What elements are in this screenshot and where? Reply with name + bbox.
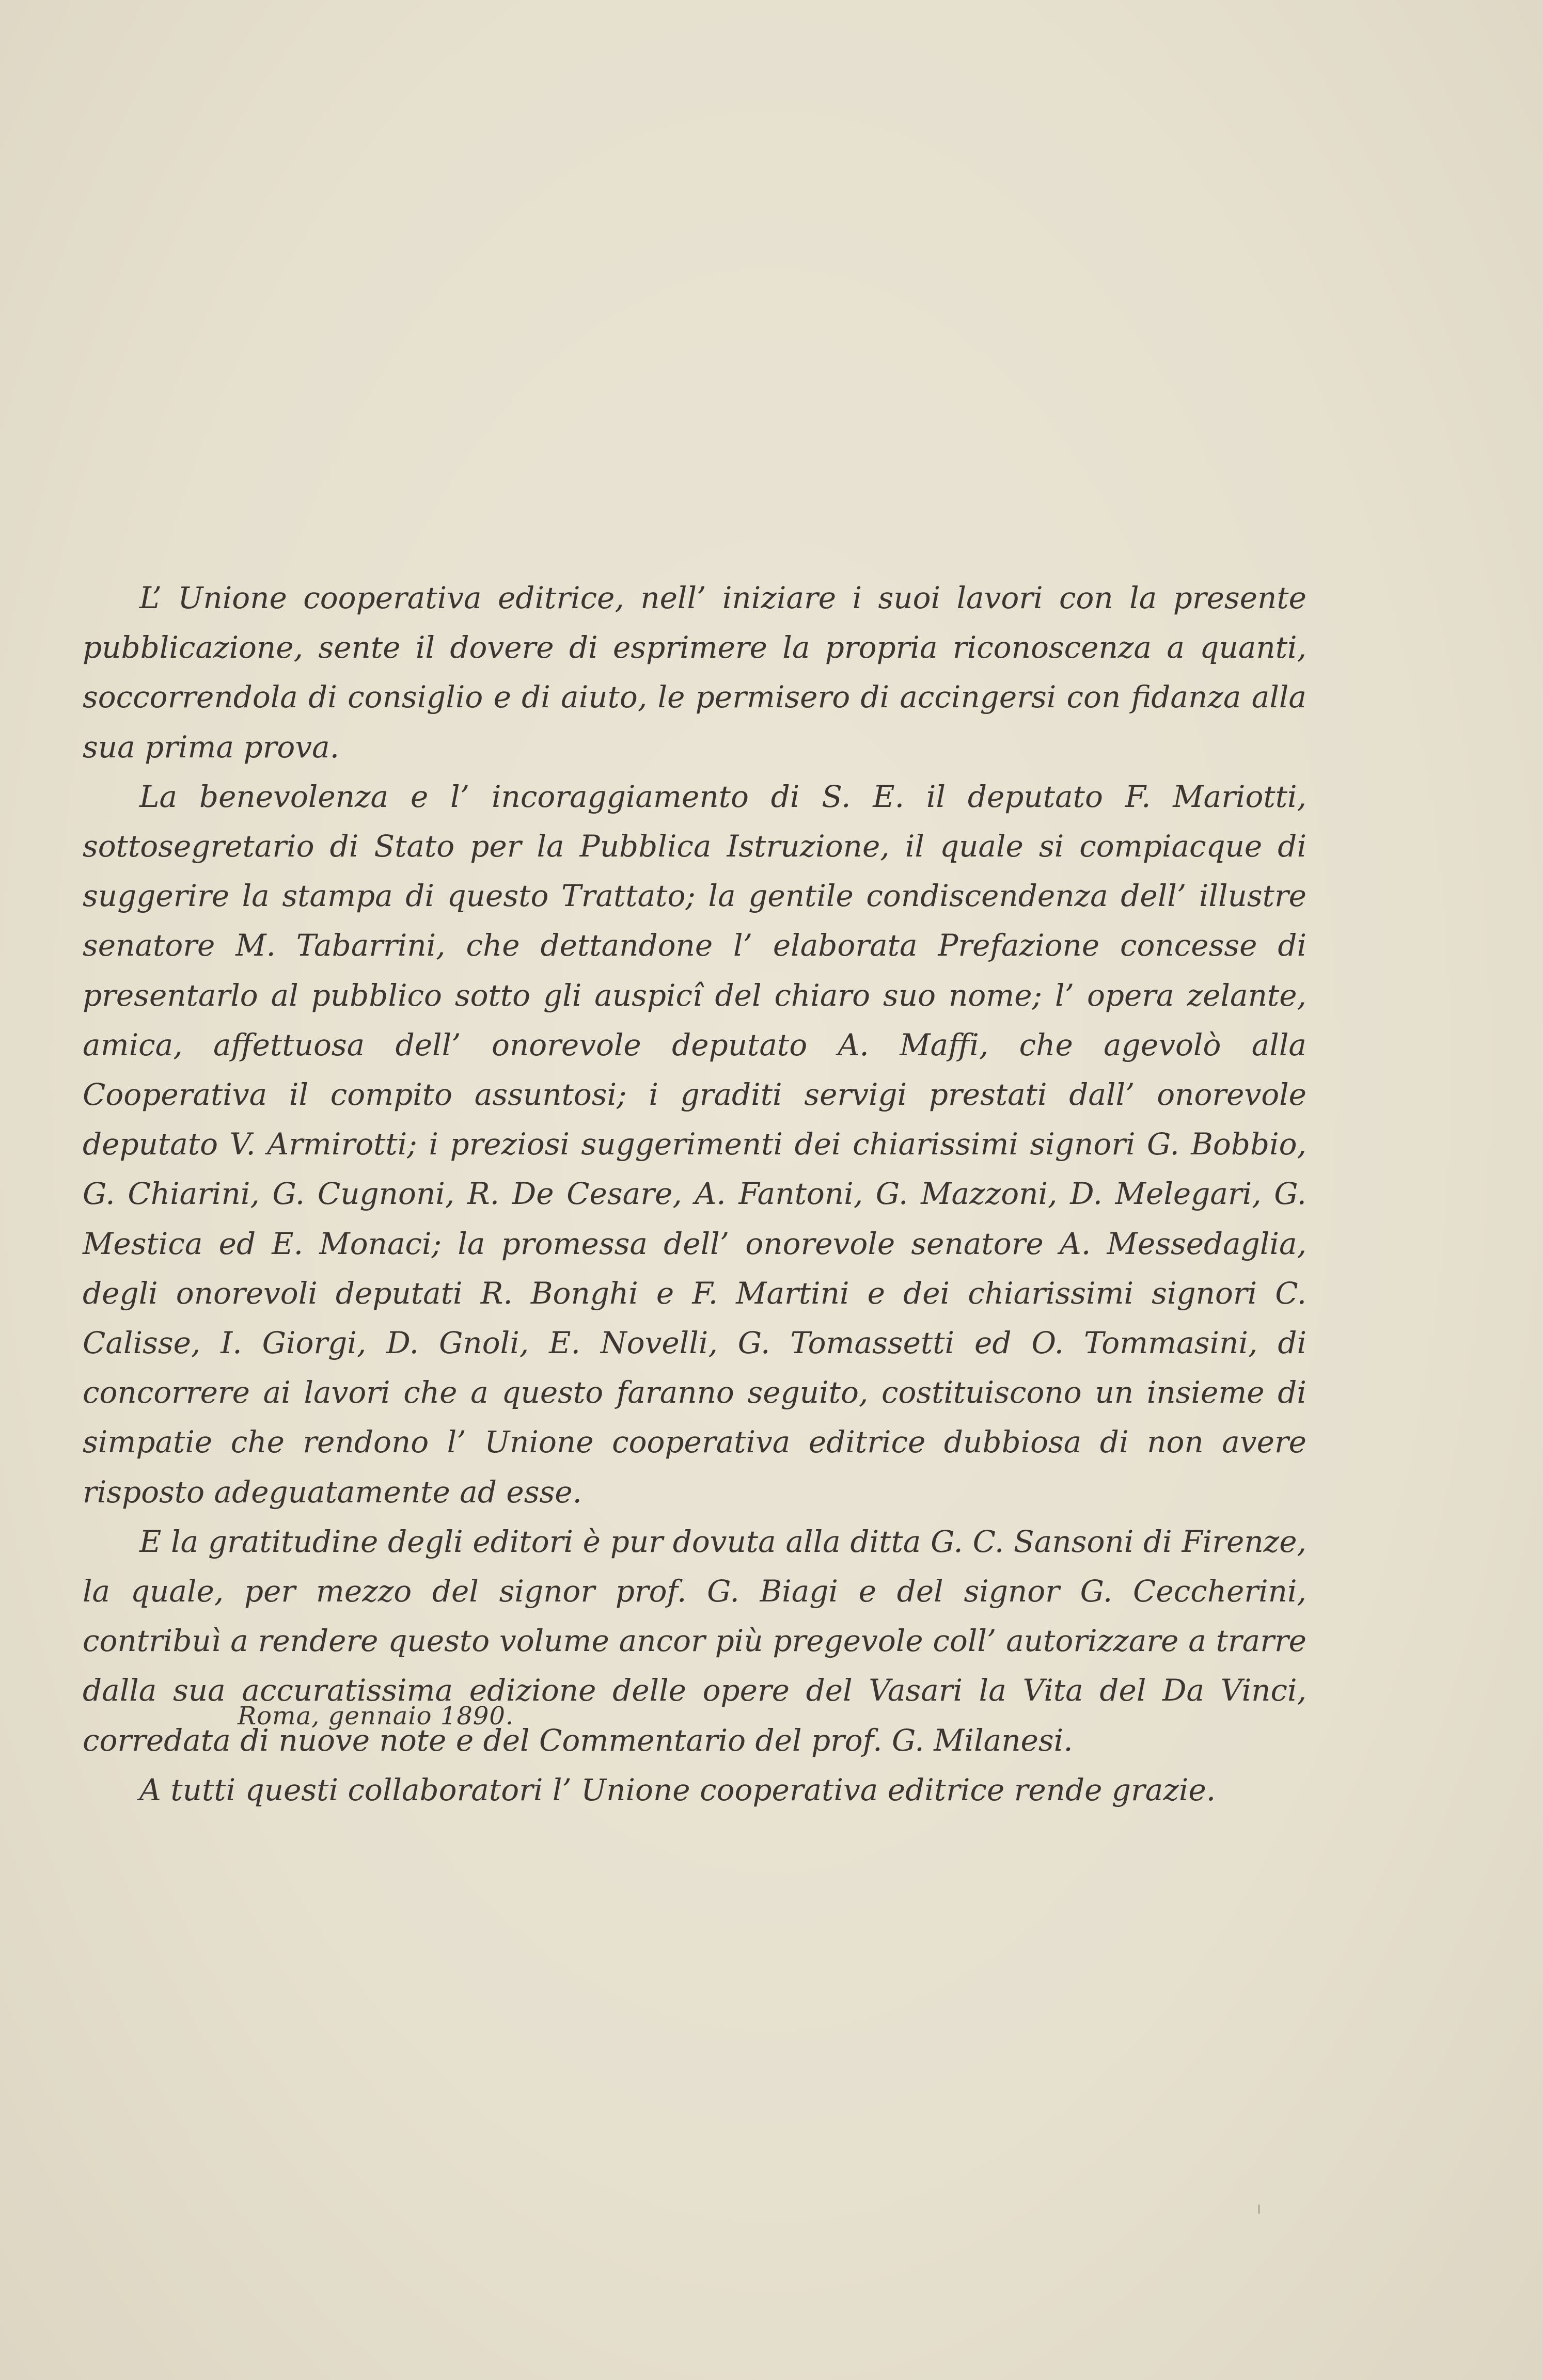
dateline: Roma, gennaio 1890. bbox=[238, 1702, 514, 1731]
acknowledgement-text bbox=[83, 573, 1306, 1815]
paragraph-sansoni: E la gratitudine degli editori è pur dovuta alla ditta G. C. Sansoni di Firenze, la quale, per mezzo del signor prof. G. Biagi e del signor G. Ceccherini, contribuì a rendere questo volume ancor più pregevole coll’ autorizzare a trarre dalla sua accuratissima edizione delle opere del Vasari la Vita del Da Vinci, corredata di nuove note e del Commentario del prof. G. Milanesi. bbox=[83, 1524, 1306, 1758]
paper-speck bbox=[1258, 2204, 1260, 2214]
paragraph-thanks: A tutti questi collaboratori l’ Unione cooperativa editrice rende grazie. bbox=[139, 1772, 1216, 1807]
paragraph-benefactors: La benevolenza e l’ incoraggiamento di S. E. il deputato F. Mariotti, sottosegretario di Stato per la Pubblica Istruzione, il quale si compiacque di suggerire la stampa di questo Trattato; la gentile condiscendenza dell’ illustre senatore M. Tabarrini, che dettandone l’ elaborata Prefazione concesse di presentarlo al pubblico sotto gli auspicî del chiaro suo nome; l’ opera zelante, amica, affettuosa dell’ onorevole deputato A. Maffi, che agevolò alla Cooperativa il compito assuntosi; i graditi servigi prestati dall’ onorevole deputato V. Armirotti; i preziosi suggerimenti dei chiarissimi signori G. Bobbio, G. Chiarini, G. Cugnoni, R. De Cesare, A. Fantoni, G. Mazzoni, D. Melegari, G. Mestica ed E. Monaci; la promessa dell’ onorevole senatore A. Messedaglia, degli onorevoli deputati R. Bonghi e F. Martini e dei chiarissimi signori C. Calisse, I. Giorgi, D. Gnoli, E. Novelli, G. Tomassetti ed O. Tommasini, di concorrere ai lavori che a questo faranno seguito, costituiscono un insieme di simpatie che rendono l’ Unione cooperativa editrice dubbiosa di non avere risposto adeguatamente ad esse. bbox=[83, 779, 1306, 1510]
paragraph-opening: L’ Unione cooperativa editrice, nell’ iniziare i suoi lavori con la presente pubblicazione, sente il dovere di esprimere la propria riconoscenza a quanti, soccorrendola di consiglio e di aiuto, le permisero di accingersi con fidanza alla sua prima prova. bbox=[83, 580, 1306, 765]
